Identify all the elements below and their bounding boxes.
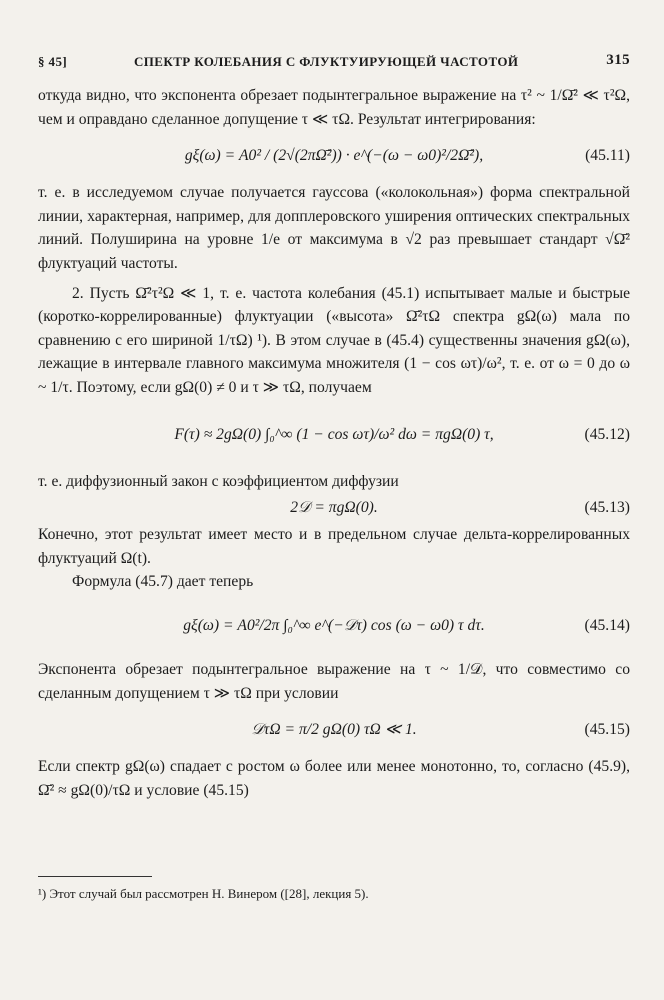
- equation-45-13: [38, 493, 630, 523]
- equation-45-12: [38, 400, 630, 470]
- formula: F(τ) ≈ 2gΩ(0) ∫₀^∞ (1 − cos ωτ)/ω² dω = πgΩ(0) τ,: [174, 425, 494, 443]
- equation-number: (45.11): [585, 147, 630, 165]
- footnote: ¹) Этот случай был рассмотрен Н. Винером ([28], лекция 5).: [38, 886, 369, 901]
- paragraph-5: Конечно, этот результат имеет место и в предельном случае дельта-коррелированных флуктуаций Ω(t).: [38, 526, 630, 567]
- page-number: 315: [606, 52, 630, 68]
- formula: 2𝒟 = πgΩ(0).: [290, 499, 378, 517]
- running-title: СПЕКТР КОЛЕБАНИЯ С ФЛУКТУИРУЮЩЕЙ ЧАСТОТОЙ: [134, 54, 519, 69]
- paragraph-7: Экспонента обрезает подынтегральное выражение на τ ~ 1/𝒟, что совместимо со сделанным допущением τ ≫ τΩ при условии: [38, 660, 630, 702]
- paragraph-2: т. е. в исследуемом случае получается гауссова («колокольная») форма спектральной линии, характерная, например, для допплеровского уширения оптических спектральных линий. Полуширина на уровне 1/e от максимума в √2 раз превышает стандарт √Ω̄² флуктуаций частоты.: [38, 184, 630, 272]
- formula: gξ(ω) = A0² / (2√(2πΩ̄²)) · e^(−(ω − ω0)²/2Ω̄²),: [184, 147, 484, 165]
- equation-45-11: [38, 131, 630, 181]
- main-text: [38, 84, 630, 802]
- equation-number: (45.14): [584, 616, 630, 634]
- paragraph-8: Если спектр gΩ(ω) спадает с ростом ω более или менее монотонно, то, согласно (45.9), Ω̄² ≈ gΩ(0)/τΩ и условие (45.15): [38, 758, 630, 799]
- section-mark: § 45]: [38, 54, 68, 69]
- paragraph-4: т. е. диффузионный закон с коэффициентом диффузии: [38, 472, 399, 490]
- equation-number: (45.15): [584, 721, 630, 739]
- equation-number: (45.12): [584, 425, 630, 443]
- paragraph-6: Формула (45.7) дает теперь: [72, 573, 254, 591]
- equation-45-14: [38, 594, 630, 658]
- paragraph-3: 2. Пусть Ω̄²τ²Ω ≪ 1, т. е. частота колебания (45.1) испытывает малые и быстрые (коротко-коррелированные) флуктуации («высота» Ω̄²τΩ спектра gΩ(ω) мала по сравнению с его шириной 1/τΩ) ¹). В этом случае в (45.4) существенны значения gΩ(ω), лежащие в интервале главного максимума множителя (1 − cos ωτ)/ω², т. е. от ω = 0 до ω ~ 1/τ. Поэтому, если gΩ(0) ≠ 0 и τ ≫ τΩ, получаем: [38, 284, 630, 396]
- equation-number: (45.13): [584, 499, 630, 517]
- footnote-rule: [38, 876, 152, 877]
- equation-45-15: [38, 705, 630, 755]
- paragraph-1: откуда видно, что экспонента обрезает подынтегральное выражение на τ² ~ 1/Ω̄² ≪ τ²Ω, чем и оправдано сделанное допущение τ ≪ τΩ. Результат интегрирования:: [38, 87, 630, 128]
- running-header: [38, 50, 630, 74]
- formula: 𝒟τΩ = π/2 gΩ(0) τΩ ≪ 1.: [251, 721, 417, 739]
- formula: gξ(ω) = A0²/2π ∫₀^∞ e^(−𝒟τ) cos (ω − ω0) τ dτ.: [183, 616, 485, 634]
